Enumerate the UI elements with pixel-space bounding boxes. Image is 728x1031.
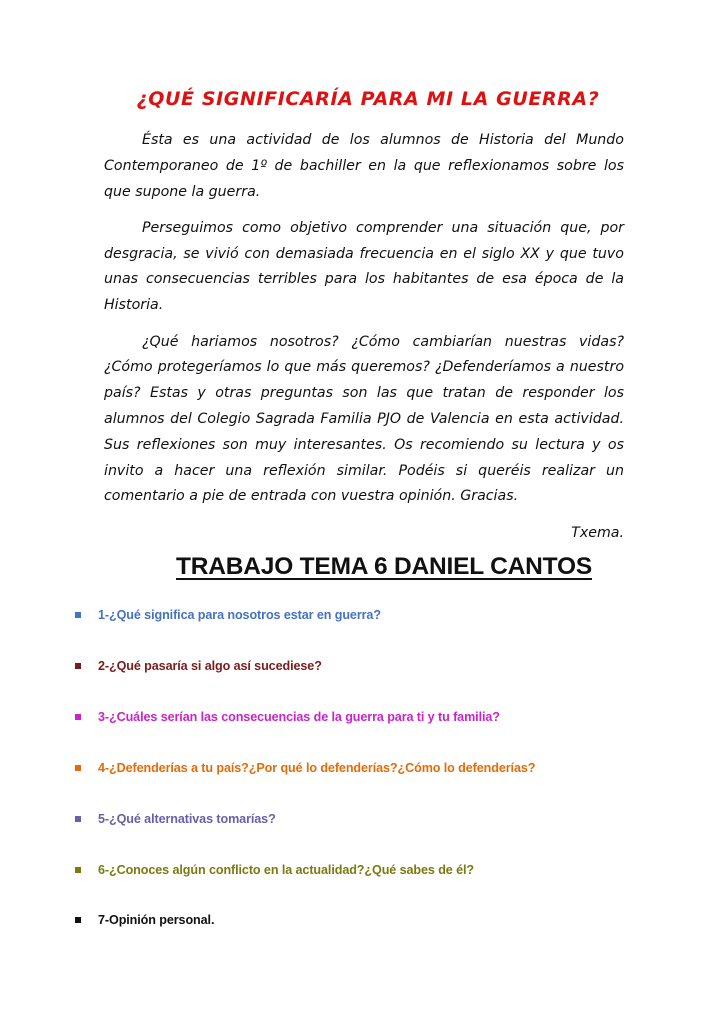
question-item-3	[75, 707, 500, 727]
question-item-7	[75, 910, 214, 930]
question-item-6	[75, 860, 474, 880]
question-item-1	[75, 605, 381, 625]
work-heading-text: TRABAJO TEMA 6 DANIEL CANTOS	[176, 553, 592, 580]
intro-signature: Txema.	[571, 524, 624, 541]
question-text: 4-¿Defenderías a tu país?¿Por qué lo defenderías?¿Cómo lo defenderías?	[98, 761, 536, 775]
question-text: 2-¿Qué pasaría si algo así sucediese?	[98, 659, 322, 673]
intro-body	[104, 128, 624, 557]
question-item-5	[75, 809, 276, 829]
intro-paragraph-3: ¿Qué hariamos nosotros? ¿Cómo cambiarían nuestras vidas? ¿Cómo protegeríamos lo que más queremos? ¿Defenderíamos a nuestro país? Estas y otras preguntas son las que tratan de responder los alumnos del Colegio Sagrada Familia PJO de Valencia en esta actividad. Sus reflexiones son muy interesantes. Os recomiendo su lectura y os invito a hacer una reflexión similar. Podéis si queréis realizar un comentario a pie de entrada con vuestra opinión. Gracias.	[104, 333, 624, 505]
square-bullet-icon	[75, 816, 81, 822]
question-text: 6-¿Conoces algún conflicto en la actualidad?¿Qué sabes de él?	[98, 863, 474, 877]
question-text: 5-¿Qué alternativas tomarías?	[98, 812, 276, 826]
question-text: 1-¿Qué significa para nosotros estar en guerra?	[98, 608, 381, 622]
square-bullet-icon	[75, 612, 81, 618]
question-item-2	[75, 656, 322, 676]
work-heading	[0, 553, 728, 581]
question-text: 3-¿Cuáles serían las consecuencias de la guerra para ti y tu familia?	[98, 710, 500, 724]
square-bullet-icon	[75, 917, 81, 923]
square-bullet-icon	[75, 765, 81, 771]
square-bullet-icon	[75, 714, 81, 720]
question-item-4	[75, 758, 535, 778]
square-bullet-icon	[75, 663, 81, 669]
intro-paragraph-2: Perseguimos como objetivo comprender una situación que, por desgracia, se vivió con demasiada frecuencia en el siglo XX y que tuvo unas consecuencias terribles para los habitantes de esa época de la Historia.	[104, 219, 624, 314]
square-bullet-icon	[75, 867, 81, 873]
intro-paragraph-1: Ésta es una actividad de los alumnos de Historia del Mundo Contemporaneo de 1º de bachiller en la que reflexionamos sobre los que supone la guerra.	[104, 132, 624, 200]
question-text: 7-Opinión personal.	[98, 913, 215, 927]
intro-title: ¿QUÉ SIGNIFICARÍA PARA MI LA GUERRA?	[136, 88, 600, 110]
